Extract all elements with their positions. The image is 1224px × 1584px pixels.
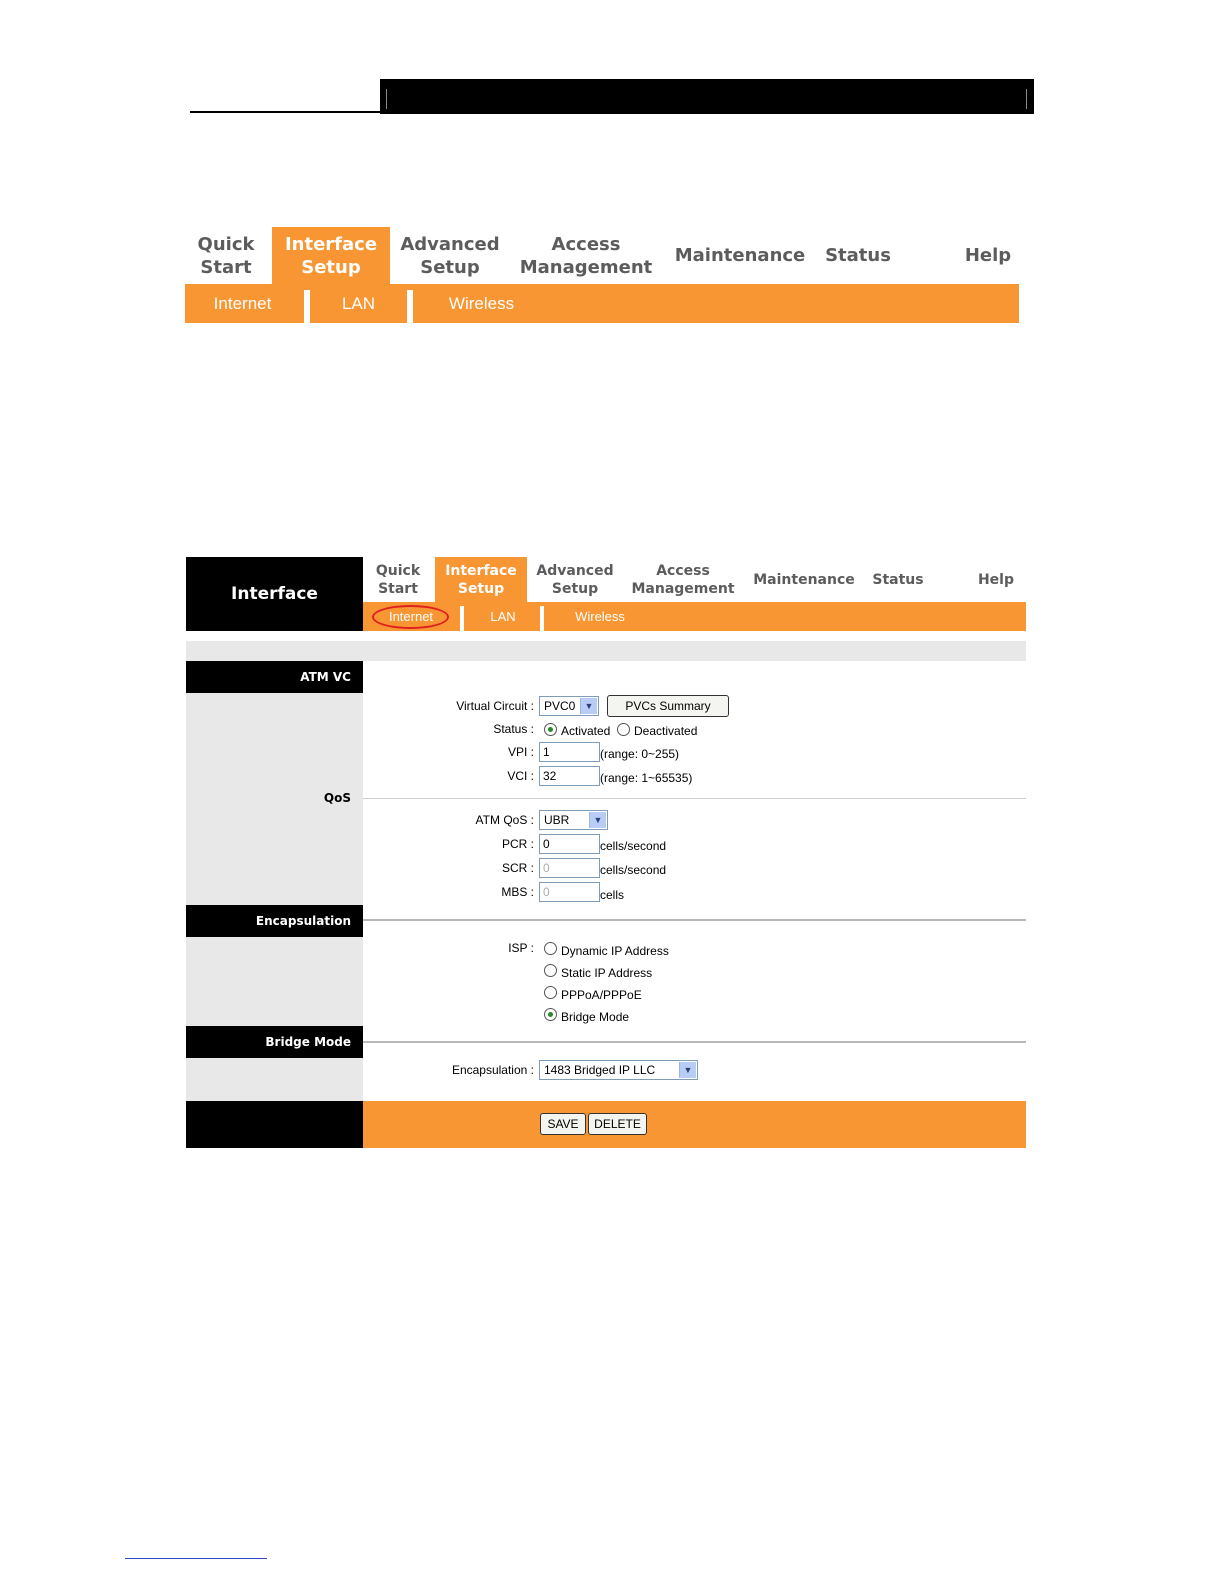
isp-static-ip-label: Static IP Address [561,966,653,980]
nav-figure [185,227,1019,323]
subtab-separator [540,606,544,631]
tab-maintenance[interactable]: Maintenance [674,245,806,266]
panel-tab-maintenance[interactable]: Maintenance [753,571,855,588]
panel-subtab-internet[interactable]: Internet [388,609,434,624]
save-button[interactable]: SAVE [540,1113,586,1135]
panel-spacer-bar [186,641,1026,661]
panel-tab-status[interactable]: Status [872,571,924,588]
mbs-input[interactable]: 0 [539,882,600,902]
mbs-label: MBS : [501,885,534,899]
footer-link-rule [125,1558,267,1559]
section-atm-vc: ATM VC [186,661,363,693]
panel-logo: Interface [186,557,363,631]
isp-dynamic-ip-label: Dynamic IP Address [561,944,669,958]
main-tabs [185,227,1019,284]
vpi-range: (range: 0~255) [600,747,680,761]
pcr-unit: cells/second [600,839,667,853]
subtab-wireless[interactable]: Wireless [448,294,515,313]
isp-pppoa-pppoe-radio[interactable] [544,986,557,999]
header-bar [380,79,1034,114]
vpi-input[interactable]: 1 [539,742,600,762]
chevron-down-icon: ▼ [589,812,606,828]
section-qos: QoS [323,791,351,805]
vci-range: (range: 1~65535) [600,771,693,785]
status-deactivated-label: Deactivated [634,724,698,738]
isp-bridge-mode-radio[interactable] [544,1008,557,1021]
tab-access-management[interactable]: Access Management [519,233,653,278]
panel-tab-help[interactable]: Help [977,571,1015,588]
subtab-separator [460,606,464,631]
panel-tab-access-management[interactable]: Access Management [631,562,735,597]
pvcs-summary-button[interactable]: PVCs Summary [607,695,729,717]
scr-input[interactable]: 0 [539,858,600,878]
vpi-label: VPI : [507,745,534,759]
panel-footer [186,1101,1026,1148]
panel-tab-advanced-setup[interactable]: Advanced Setup [536,562,614,597]
panel-main-tabs [363,557,1026,602]
isp-bridge-mode-label: Bridge Mode [561,1010,630,1024]
header-rule [190,111,382,113]
status-activated-label: Activated [561,724,611,738]
panel-subtab-wireless[interactable]: Wireless [575,609,625,624]
chevron-down-icon: ▼ [580,698,597,714]
tab-interface-setup[interactable]: Interface Setup [272,227,390,284]
divider [363,798,1026,799]
section-encapsulation: Encapsulation [186,905,363,937]
virtual-circuit-select[interactable]: PVC0 ▼ [539,696,599,716]
tab-help[interactable]: Help [964,245,1012,266]
subtab-internet[interactable]: Internet [213,294,272,313]
tab-status[interactable]: Status [825,245,891,266]
interface-setup-panel [186,557,1026,1148]
status-label: Status : [493,722,534,736]
tab-quick-start[interactable]: Quick Start [197,233,255,278]
sub-tabs [185,284,1019,323]
pcr-label: PCR : [501,837,534,851]
panel-tab-interface-setup[interactable]: Interface Setup [435,557,527,602]
isp-pppoa-pppoe-label: PPPoA/PPPoE [561,988,642,1002]
status-activated-radio[interactable] [544,723,557,736]
divider [363,919,1026,921]
isp-label: ISP : [508,941,534,955]
isp-static-ip-radio[interactable] [544,964,557,977]
subtab-lan[interactable]: LAN [341,294,376,313]
vci-label: VCI : [507,769,534,783]
footer-left-block [186,1101,363,1148]
atm-qos-select[interactable]: UBR ▼ [539,810,608,830]
delete-button[interactable]: DELETE [588,1113,647,1135]
encapsulation-select[interactable]: 1483 Bridged IP LLC ▼ [539,1060,698,1080]
pcr-input[interactable]: 0 [539,834,600,854]
isp-dynamic-ip-radio[interactable] [544,942,557,955]
virtual-circuit-label: Virtual Circuit : [456,699,534,713]
section-bridge-mode: Bridge Mode [186,1026,363,1058]
scr-label: SCR : [501,861,534,875]
tab-advanced-setup[interactable]: Advanced Setup [400,233,500,278]
scr-unit: cells/second [600,863,667,877]
subtab-separator [304,290,310,323]
vci-input[interactable]: 32 [539,766,600,786]
status-deactivated-radio[interactable] [617,723,630,736]
atm-qos-label: ATM QoS : [475,813,534,827]
subtab-separator [407,290,413,323]
chevron-down-icon: ▼ [679,1062,696,1078]
mbs-unit: cells [600,888,625,902]
divider [363,1041,1026,1043]
encapsulation-label: Encapsulation : [451,1063,534,1077]
panel-tab-quick-start[interactable]: Quick Start [375,562,421,597]
panel-subtab-lan[interactable]: LAN [490,609,516,624]
panel-sub-tabs [363,602,1026,631]
